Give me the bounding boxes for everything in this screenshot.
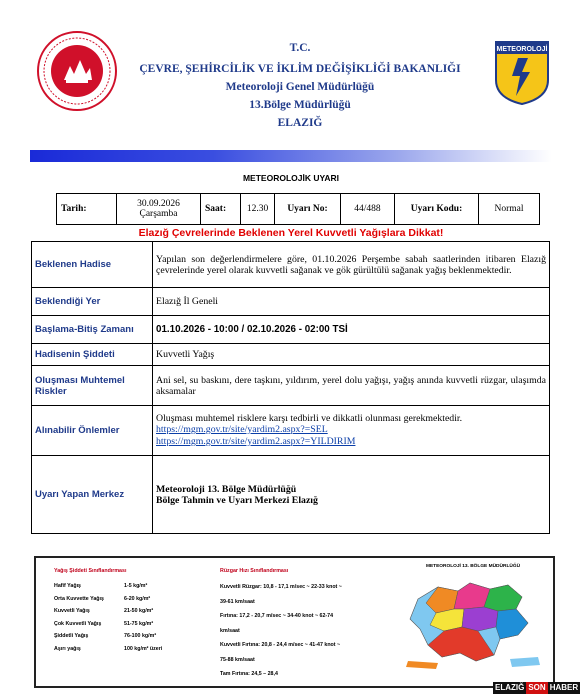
rain-row (54, 605, 214, 618)
lightning-info-link[interactable]: https://mgm.gov.tr/site/yardim2.aspx?=YILDIRIM (156, 436, 356, 447)
rain-row-value: 76-100 kg/m² (124, 633, 157, 640)
warning-code-value: Normal (479, 194, 540, 225)
header-region: 13.Bölge Müdürlüğü (249, 99, 351, 111)
precautions-value: Oluşması muhtemel risklere karşı tedbirli ve dikkatli olunması gerekmektedir. (156, 413, 463, 424)
wind-classification-title: Rüzgar Hızı Sınıflandırması (220, 568, 289, 574)
rain-row-name: Hafif Yağış (54, 583, 81, 590)
classification-legend (34, 556, 555, 688)
rain-row (54, 580, 214, 593)
precautions-cell (153, 406, 550, 456)
rain-classification-title: Yağış Şiddeti Sınıflandırması (54, 568, 127, 574)
header-tc: T.C. (289, 42, 311, 54)
region-map (398, 564, 548, 680)
wind-line: Fırtına: 17,2 - 20,7 m/sec ~ 34-40 knot ~ 62-74 (220, 613, 334, 619)
info-table (56, 193, 540, 225)
rain-row-value: 6-20 kg/m² (124, 595, 151, 602)
date-text: 30.09.2026 (137, 199, 180, 209)
wind-line: 75-88 km/saat (220, 656, 255, 663)
date-value (117, 194, 201, 225)
risks-value: Ani sel, su baskını, dere taşkını, yıldırım, yerel dolu yağışı, yağış anında kuvvetli rüzgar, ulaşımda aksamalar (153, 366, 550, 406)
header-directorate: Meteoroloji Genel Müdürlüğü (225, 81, 375, 93)
rain-row-name: Kuvvetli Yağış (54, 608, 90, 615)
time-value: 12.30 (241, 194, 275, 225)
header-ministry: ÇEVRE, ŞEHİRCİLİK VE İKLİM DEĞİŞİKLİĞİ BAKANLIĞI (139, 63, 461, 75)
flood-info-link[interactable]: https://mgm.gov.tr/site/yardim2.aspx?=SEL (156, 424, 328, 435)
wind-line: Kuvvetli Fırtına: 20,8 - 24,4 m/sec ~ 41-47 knot ~ (220, 642, 341, 648)
rain-row-value: 100 kg/m² üzeri (124, 645, 163, 652)
region-map-graphic (398, 569, 548, 677)
news-watermark (493, 682, 582, 694)
ministry-logo (36, 30, 118, 112)
header-city: ELAZIĞ (277, 117, 323, 129)
rain-classification (54, 568, 214, 655)
rain-row (54, 593, 214, 606)
rain-row-name: Şiddetli Yağış (54, 633, 89, 640)
meteoroloji-logo (494, 40, 550, 106)
rain-row-value: 1-5 kg/m² (124, 583, 148, 590)
warning-no-value: 44/488 (341, 194, 395, 225)
rain-row-name: Çok Kuvvetli Yağış (54, 620, 102, 627)
severity-label: Hadisenin Şiddeti (32, 344, 153, 366)
warning-details-table (31, 241, 550, 534)
rain-row (54, 618, 214, 631)
wind-line: 39-61 km/saat (220, 598, 255, 605)
risks-label: Oluşması Muhtemel Riskler (32, 366, 153, 406)
rain-row-value: 51-75 kg/m² (124, 620, 154, 627)
issuing-center-label: Uyarı Yapan Merkez (32, 456, 153, 534)
gradient-band (30, 150, 552, 162)
region-map-title: METEOROLOJİ 13. BÖLGE MÜDÜRLÜĞÜ (425, 564, 521, 569)
wind-line: km/saat (220, 627, 240, 634)
expected-event-value: Yapılan son değerlendirmelere göre, 01.10.2026 Perşembe sabah saatlerinden itibaren Elazığ çevrelerinde yerel olarak kuvvetli sağanak ve gök gürültülü sağanak yağış beklenmektedir. (153, 242, 550, 288)
watermark-part3: HABER (549, 683, 579, 692)
expected-place-value: Elazığ İl Geneli (153, 288, 550, 316)
meteoroloji-logo-text: METEOROLOJİ (496, 46, 548, 53)
time-label: Saat: (201, 194, 241, 225)
rain-row-name: Aşırı yağış (54, 645, 81, 652)
wind-classification (220, 568, 392, 682)
warning-code-label: Uyarı Kodu: (395, 194, 479, 225)
rain-row-name: Orta Kuvvette Yağış (54, 595, 104, 602)
expected-place-label: Beklendiği Yer (32, 288, 153, 316)
rain-row (54, 630, 214, 643)
expected-event-label: Beklenen Hadise (32, 242, 153, 288)
issuing-center-line1: Meteoroloji 13. Bölge Müdürlüğü (156, 483, 297, 495)
wind-line: Kuvvetli Rüzgar: 10,8 - 17,1 m/sec ~ 22-33 knot ~ (220, 584, 342, 590)
document-title: METEOROLOJİK UYARI (242, 173, 340, 183)
watermark-part1: ELAZIĞ (495, 683, 525, 692)
time-range-value: 01.10.2026 - 10:00 / 02.10.2026 - 02:00 TSİ (153, 316, 550, 344)
issuing-center-value (153, 456, 550, 534)
severity-value: Kuvvetli Yağış (153, 344, 550, 366)
date-label: Tarih: (57, 194, 117, 225)
alert-title: Elazığ Çevrelerinde Beklenen Yerel Kuvvetli Yağışlara Dikkat! (138, 227, 444, 239)
wind-line: Tam Fırtına: 24,5 – 28,4 (220, 671, 278, 677)
warning-no-label: Uyarı No: (275, 194, 341, 225)
watermark-part2: SON (528, 683, 546, 692)
issuing-center-line2: Bölge Tahmin ve Uyarı Merkezi Elazığ (156, 494, 318, 506)
rain-row-value: 21-50 kg/m² (124, 608, 154, 615)
day-text: Çarşamba (139, 209, 178, 219)
rain-row (54, 643, 214, 656)
time-range-label: Başlama-Bitiş Zamanı (32, 316, 153, 344)
precautions-label: Alınabilir Önlemler (32, 406, 153, 456)
